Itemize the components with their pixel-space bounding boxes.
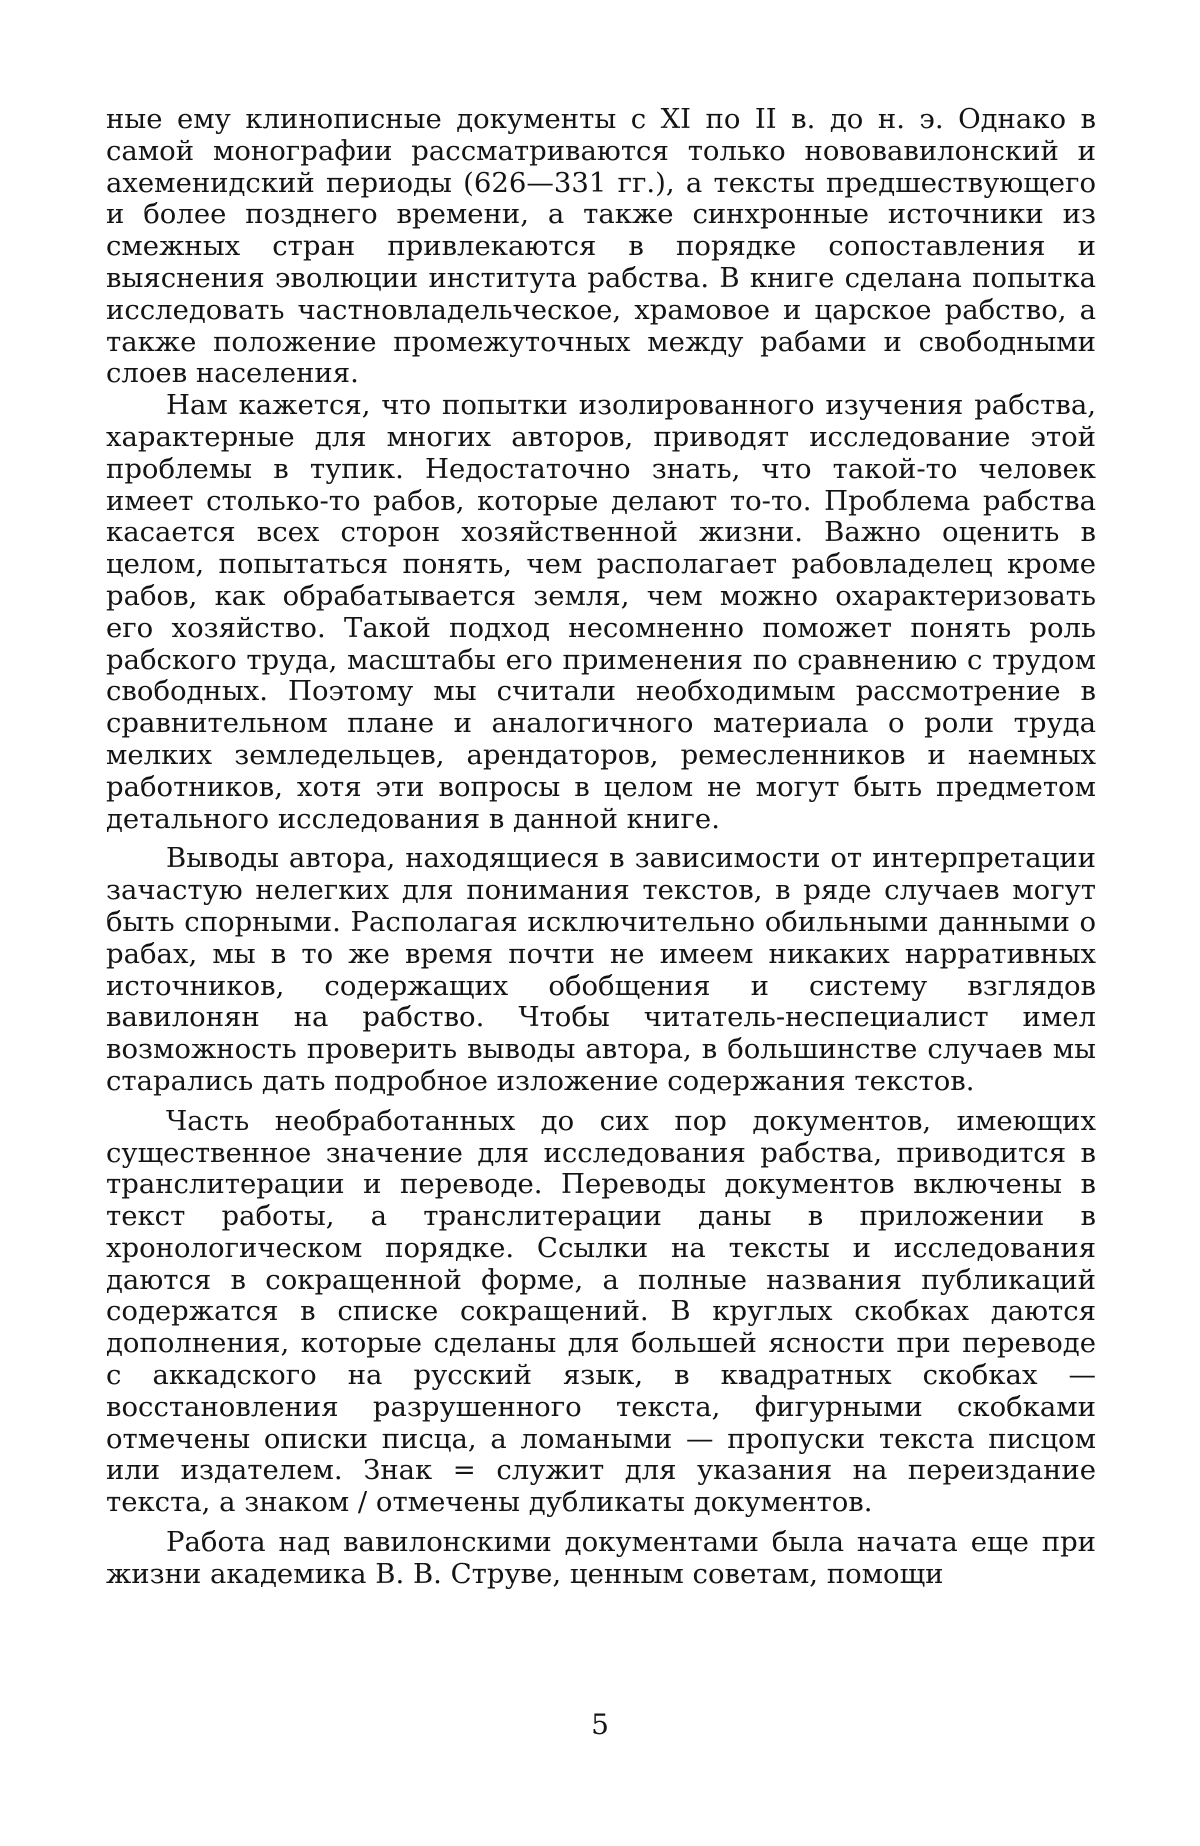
paragraph-1: ные ему клинописные документы с XI по II в. до н. э. Однако в самой монографии рассматриваются только нововавилонский и ахеменидский периоды (626—331 гг.), а тексты предшествующего и более позднего времени, а также синхронные источники из смежных стран привлекаются в порядке сопоставления и выяснения эволюции института рабства. В книге сделана попытка исследовать частновладельческое, храмовое и царское рабство, а также положение промежуточных между рабами и свободными слоев населения. xyxy=(106,103,1096,390)
page-body xyxy=(106,104,1096,1764)
paragraph-2: Нам кажется, что попытки изолированного изучения рабства, характерные для многих авторов, приводят исследование этой проблемы в тупик. Недостаточно знать, что такой-то человек имеет столько-то рабов, которые делают то-то. Проблема рабства касается всех сторон хозяйственной жизни. Важно оценить в целом, попытаться понять, чем располагает рабовладелец кроме рабов, как обрабатывается земля, чем можно охарактеризовать его хозяйство. Такой подход несомненно поможет понять роль рабского труда, масштабы его применения по сравнению с трудом свободных. Поэтому мы считали необходимым рассмотрение в сравнительном плане и аналогичного материала о роли труда мелких земледельцев, арендаторов, ремесленников и наемных работников, хотя эти вопросы в целом не могут быть предметом детального исследования в данной книге. xyxy=(106,389,1096,835)
page-number: 5 xyxy=(591,1708,609,1741)
paragraph-3: Выводы автора, находящиеся в зависимости от интерпретации зачастую нелегких для понимания текстов, в ряде случаев могут быть спорными. Располагая исключительно обильными данными о рабах, мы в то же время почти не имеем никаких нарративных источников, содержащих обобщения и систему взглядов вавилонян на рабство. Чтобы читатель-неспециалист имел возможность проверить выводы автора, в большинстве случаев мы старались дать подробное изложение содержания текстов. xyxy=(106,842,1096,1097)
paragraph-5: Работа над вавилонскими документами была начата еще при жизни академика В. В. Струве, ценным советам, помощи xyxy=(106,1526,1096,1590)
paragraph-4: Часть необработанных до сих пор документов, имеющих существенное значение для исследования рабства, приводится в транслитерации и переводе. Переводы документов включены в текст работы, а транслитерации даны в приложении в хронологическом порядке. Ссылки на тексты и исследования даются в сокращенной форме, а полные названия публикаций содержатся в списке сокращений. В круглых скобках даются дополнения, которые сделаны для большей ясности при переводе с аккадского на русский язык, в квадратных скобках — восстановления разрушенного текста, фигурными скобками отмечены описки писца, а ломаными — пропуски текста писцом или издателем. Знак = служит для указания на переиздание текста, а знаком / отмечены дубликаты документов. xyxy=(106,1104,1096,1519)
